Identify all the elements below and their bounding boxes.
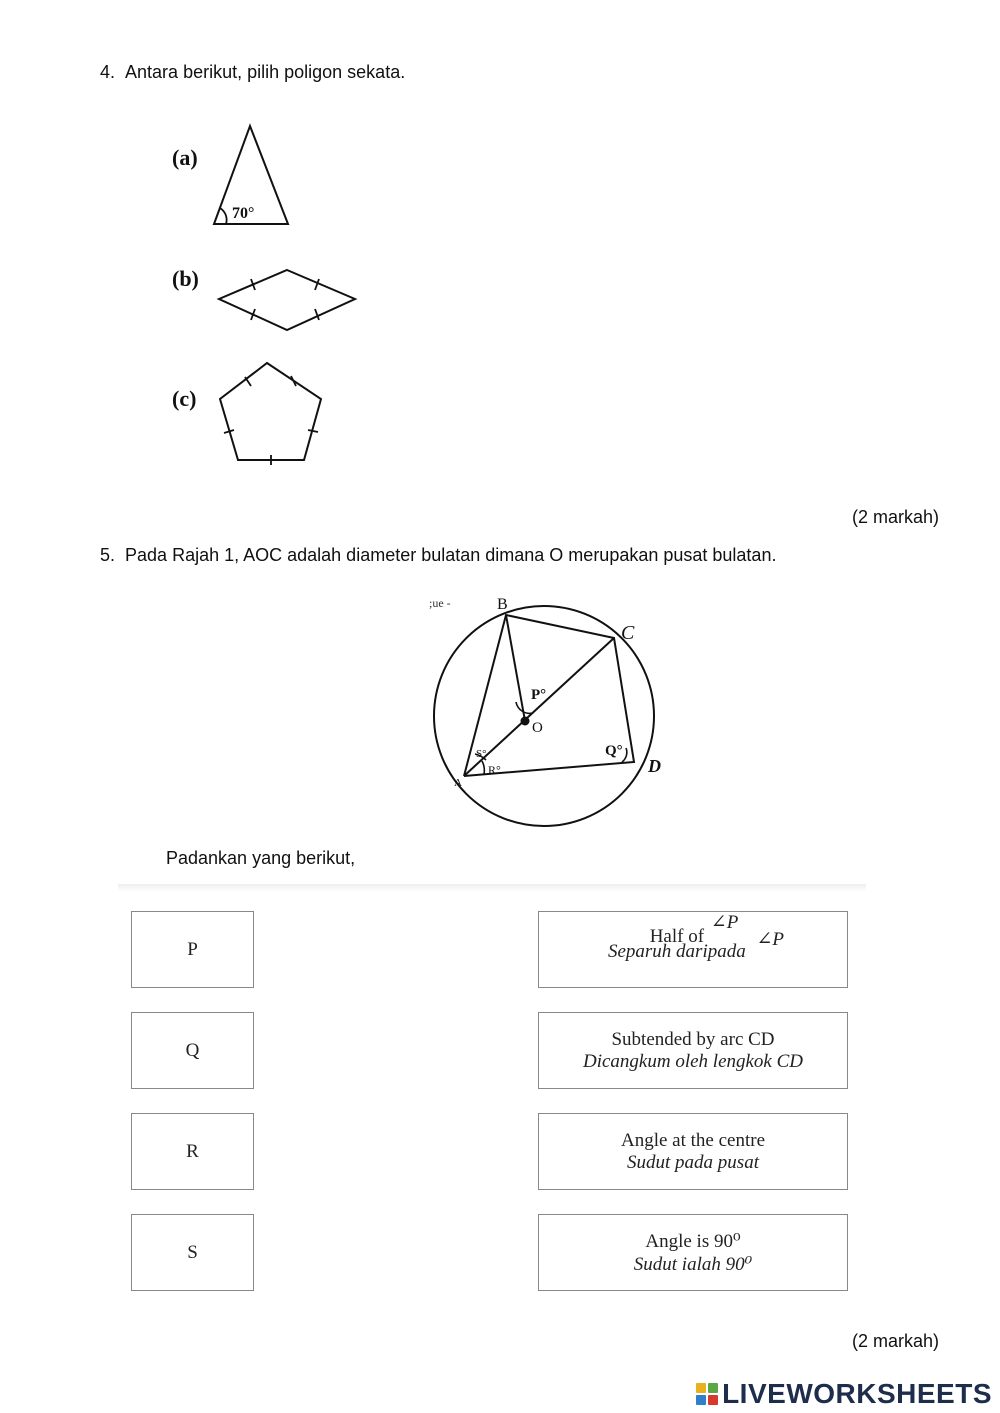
point-o-label: O xyxy=(532,720,543,736)
question-4-text: 4. Antara berikut, pilih poligon sekata. xyxy=(100,62,406,82)
right-item-1-line1: Half of ∠P xyxy=(649,911,739,947)
center-dot xyxy=(521,717,530,726)
angle-p-label: P° xyxy=(531,687,547,703)
right-item-2-line2: Dicangkum oleh lengkok CD xyxy=(582,1050,804,1072)
point-d-label: D xyxy=(648,756,661,776)
question-5-text: 5. Pada Rajah 1, AOC adalah diameter bulatan dimana O merupakan pusat bulatan. xyxy=(100,545,777,565)
right-item-half-of-p[interactable] xyxy=(538,911,848,988)
angle-q-label: Q° xyxy=(605,743,623,759)
match-instruction: Padankan yang berikut, xyxy=(166,848,356,868)
point-b-label: B xyxy=(497,596,508,613)
right-item-4-line2: Sudut ialah 90⁰ xyxy=(633,1253,753,1275)
rhombus-shape xyxy=(215,266,360,336)
right-item-angle-90[interactable] xyxy=(538,1214,848,1291)
logo-text: LIVEWORKSHEETS xyxy=(722,1378,992,1409)
left-item-p-text: P xyxy=(187,938,198,960)
left-item-s[interactable] xyxy=(131,1214,254,1291)
option-a-label[interactable]: (a) xyxy=(172,145,198,170)
right-item-4-line1: Angle is 90⁰ xyxy=(645,1230,741,1252)
left-item-s-text: S xyxy=(187,1241,198,1263)
right-item-1-line2: Separuh daripada ∠P xyxy=(607,928,785,962)
left-item-r-text: R xyxy=(186,1140,199,1162)
left-item-r[interactable] xyxy=(131,1113,254,1190)
question-4-marks: (2 markah) xyxy=(851,507,939,527)
circle-diagram xyxy=(420,590,680,830)
question-5-marks: (2 markah) xyxy=(851,1331,939,1351)
triangle-shape xyxy=(210,122,300,232)
left-item-q[interactable] xyxy=(131,1012,254,1089)
point-c-label: C xyxy=(621,622,635,644)
pentagon-shape xyxy=(215,358,330,466)
right-item-3-line2: Sudut pada pusat xyxy=(627,1151,759,1173)
angle-r-label: R° xyxy=(488,763,501,777)
diagram-corner-text: ;ue - xyxy=(429,596,451,610)
liveworksheets-logo[interactable] xyxy=(696,1378,992,1410)
angle-s-label: S° xyxy=(476,748,487,760)
logo-icon xyxy=(696,1383,718,1405)
option-b-label[interactable]: (b) xyxy=(172,266,199,291)
match-area-divider xyxy=(118,884,866,892)
option-c-label[interactable]: (c) xyxy=(172,386,197,411)
point-a-label: A xyxy=(454,777,462,789)
left-item-p[interactable] xyxy=(131,911,254,988)
right-item-arc-cd[interactable] xyxy=(538,1012,848,1089)
right-item-3-line1: Angle at the centre xyxy=(620,1129,765,1151)
right-item-angle-centre[interactable] xyxy=(538,1113,848,1190)
right-item-2-line1: Subtended by arc CD xyxy=(611,1028,775,1050)
angle-70-label: 70° xyxy=(232,205,255,222)
left-item-q-text: Q xyxy=(185,1039,200,1061)
